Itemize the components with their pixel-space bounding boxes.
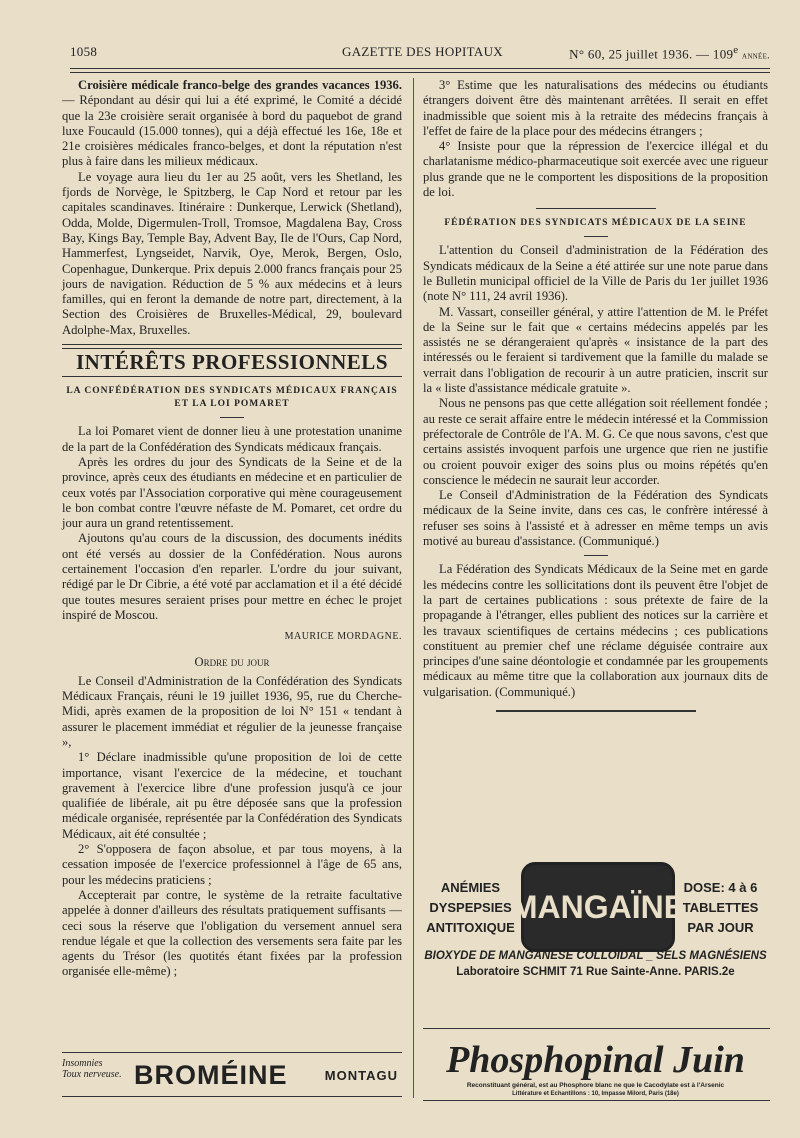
phosphopinal-rule-top: [423, 1028, 770, 1029]
ordre-paragraph-3: 2° S'opposera de façon absolue, et par tous moyens, à la cessation imposée de l'exercice professionnel à l'âge de 65 ans, pour les médecins praticiens ;: [62, 842, 402, 887]
ordre-paragraph-1: Le Conseil d'Administration de la Confédération des Syndicats Médicaux Français, réuni le 19 juillet 1936, 95, rue du Cherche-Midi, après examen de la proposition de loi N° 151 « tendant à assurer le placement immédiat et régulier de la jeunesse française »,: [62, 673, 402, 749]
mangaine-advertisement: [423, 858, 768, 986]
ordre-paragraph-2: 1° Déclare inadmissible qu'une proposition de loi de cette importance, visant l'exercice de la médecine, et touchant gravement à l'exercice libre d'une profession jusqu'à ce jour qualifiée de libérale, ait pu être déposée sans que la profession médicale organisée, représentée par la Confédération des Syndicats Médicaux, ait été consultée ;: [62, 750, 402, 841]
confederation-paragraph-1: La loi Pomaret vient de donner lieu à une protestation unanime de la part de la Confédération des Syndicats médicaux français.: [62, 424, 402, 454]
journal-title: GAZETTE DES HOPITAUX: [342, 44, 503, 59]
section-title: INTÉRÊTS PROFESSIONNELS: [75, 350, 388, 375]
ordre-paragraph-4: Accepterait par contre, le système de la retraite facultative appelée à donner d'ailleurs des résultats pratiquement suffisants — ceci sous la réserve que l'obligation du versement annuel sera rendue légale et que la collection des versements sera faite par les agents du Trésor (les quotités étant fixées par la profession organisée elle-même) ;: [62, 887, 402, 979]
mangaine-indications: ANÉMIES DYSPEPSIES ANTITOXIQUE: [426, 880, 515, 935]
croisiere-text-1: — Répondant au désir qui lui a été exprimé, le Comité a décidé que la 23e croisière serait organisée à bord du paquebot de grand luxe Foucauld (15.000 tonnes), qui a déjà effectué les 16e, 18e et 21e croisières médicales franco-belges, et dont la réputation n'est plus à faire dans les milieux médicaux.: [62, 93, 402, 169]
phosphopinal-rule-bottom: [423, 1100, 770, 1101]
federation-heading: FÉDÉRATION DES SYNDICATS MÉDICAUX DE LA SEINE: [444, 218, 747, 229]
column-separator: [413, 78, 414, 1098]
section-rule-2: [62, 376, 402, 377]
bromeine-indications: Insomnies Toux nerveuse.: [62, 1058, 122, 1080]
signature: MAURICE MORDAGNE.: [284, 631, 402, 643]
bromeine-advertisement: [62, 1058, 402, 1098]
article-rule: [536, 208, 656, 209]
confederation-paragraph-2: Après les ordres du jour des Syndicats de la Seine et de la province, après ceux des étudiants en médecine et en particulier de ceux votés par l'Association corporative qui mène courageusement le bon combat contre l'œuvre néfaste de M. Pomaret, cet ordre du jour aura un grand retentissement.: [62, 454, 402, 531]
short-rule-2: [584, 236, 608, 237]
croisiere-text-2: Le voyage aura lieu du 1er au 25 août, vers les Shetland, les fjords de Norvège, le Spitzberg, le Cap Nord et retour par les capitales scandinaves. Itinéraire : Dunkerque, Lerwick (Shetland), Odda, Molde, Digermulen-Troll, Tromsoe, Magdalena Bay, Cross Bay, Kings Bay, Temple Bay, Advent Bay, Ile de l'Ours, Cap Nord, Hammerfest, Lyngseidet, Narvik, Oye, Merok, Bergen, Oslo, Copenhague, Dunkerque. Prix depuis 2.000 francs français pour 25 jours de navigation. Réduction de 5 % aux médecins et à leurs familles, qui en feront la demande de notre part, directement, à la Section des Croisières de Bruxelles-Médical, 29, boulevard Adolphe-Max, Bruxelles.: [62, 169, 402, 337]
short-rule: [220, 417, 244, 418]
federation-paragraph-2: M. Vassart, conseiller général, y attire l'attention de M. le Préfet de la Seine sur le fait que « certains médecins appelés par les assistés ne se dérangeraient qu'après « insistance de la part des intéressés ou le feraient si tardivement que la famille du malade se verrait dans l'obligation de recourir à un autre praticien, inscrit sur la « liste d'assistance médicale gratuite ».: [423, 304, 768, 396]
federation-paragraph-3: Nous ne pensons pas que cette allégation soit réellement fondée ; au reste ce serait affaire entre le médecin intéressé et la Commission préfectorale de Contrôle de l'A. M. G. Ce que nous savons, c'est que certains assistés invoquent parfois une urgence que rien ne justifie ou croient pouvoir exiger des soins plus ou moins répétés qu'en conscience le médecin ne saurait leur accorder.: [423, 396, 768, 487]
issue-info: N° 60, 25 juillet 1936. — 109e année.: [569, 44, 770, 62]
ordre-paragraph-6: 4° Insiste pour que la répression de l'exercice illégal et du charlatanisme médico-pharmaceutique soit exercée avec une rigueur plus grande que ne le comportent les dispositions de la proposition de loi.: [423, 139, 768, 200]
bromeine-maker: MONTAGU: [324, 1068, 398, 1083]
page-header: [70, 44, 770, 66]
page-number: 1058: [70, 44, 98, 59]
short-rule-3: [584, 555, 608, 556]
left-column: [62, 78, 402, 980]
croisiere-paragraph: [62, 78, 402, 170]
phosphopinal-tagline: Reconstituant général, est au Phosphore blanc ne que le Cacodylate est à l'Arsenic: [466, 1082, 725, 1089]
bromeine-rule-top: [62, 1052, 402, 1053]
federation-paragraph-5: La Fédération des Syndicats Médicaux de la Seine met en garde les médecins contre les sollicitations dont ils peuvent être l'objet de la part de certaines publications : sous prétexte de faire de la propagande à l'étranger, elles publient des notices sur la carrière et les travaux scientifiques de certains médecins ; ces publications constituent au premier chef une réclame déguisée contraire aux principes d'une saine déontologie et condamnée par les groupements médicaux au même titre que la collaboration aux journaux dits de vulgarisation. (Communiqué.): [423, 562, 768, 699]
federation-paragraph-1: L'attention du Conseil d'administration de la Fédération des Syndicats médicaux de la Seine a été attirée sur une note parue dans le Bulletin municipal officiel de la Ville de Paris du 1er juillet 1936 (note N° 111, 24 avril 1936).: [423, 243, 768, 304]
mangaine-laboratory: Laboratoire SCHMIT 71 Rue Sainte-Anne. PARIS.2e: [456, 966, 735, 978]
confederation-heading: LA CONFÉDÉRATION DES SYNDICATS MÉDICAUX FRANÇAIS ET LA LOI POMARET: [66, 386, 398, 410]
mangaine-composition: BIOXYDE DE MANGANÈSE COLLOÏDAL _ SELS MAGNÉSIENS: [424, 950, 767, 962]
right-column: [423, 78, 768, 722]
croisiere-title: Croisière médicale franco-belge des grandes vacances 1936.: [78, 78, 402, 92]
ordre-paragraph-5: 3° Estime que les naturalisations des médecins ou étudiants étrangers doivent être dès maintenant arrêtées. Il serait en effet inadmissible que soient mis à la retraite des médecins français à l'effet de faire de la place pour des médecins étrangers ;: [423, 78, 768, 138]
mangaine-logo: MANGAÏNE: [521, 862, 675, 952]
end-rule: [496, 710, 696, 712]
mangaine-dosage: DOSE: 4 à 6 TABLETTES PAR JOUR: [682, 880, 759, 935]
phosphopinal-advertisement: [423, 1040, 768, 1100]
ordre-heading: Ordre du jour: [194, 654, 270, 669]
bromeine-rule-bottom: [62, 1096, 402, 1097]
phosphopinal-address: Littérature et Echantillons : 10, Impasse Milord, Paris (18e): [512, 1091, 679, 1097]
confederation-paragraph-3: Ajoutons qu'au cours de la discussion, des documents inédits ont été versés au dossier de la Confédération. Nous aurons certainement l'occasion d'en reparler. L'ordre du jour suivant, rédigé par le Dr Cibrie, a été voté par acclamation et il a été décidé que toutes mesures seraient prises pour mettre en échec le projet inspiré de Moscou.: [62, 531, 402, 622]
federation-paragraph-4: Le Conseil d'Administration de la Fédération des Syndicats médicaux de la Seine invite, dans ces cas, le confrère intéressé à refuser ses soins à l'assisté et à adresser en même temps un avis motivé au bureau d'assistance. (Communiqué.): [423, 488, 768, 549]
header-rule-2: [70, 72, 770, 73]
bromeine-name: BROMÉINE: [134, 1060, 288, 1090]
phosphopinal-name: Phosphopinal Juin: [446, 1039, 745, 1081]
section-rule: [62, 344, 402, 349]
header-rule: [70, 68, 770, 69]
